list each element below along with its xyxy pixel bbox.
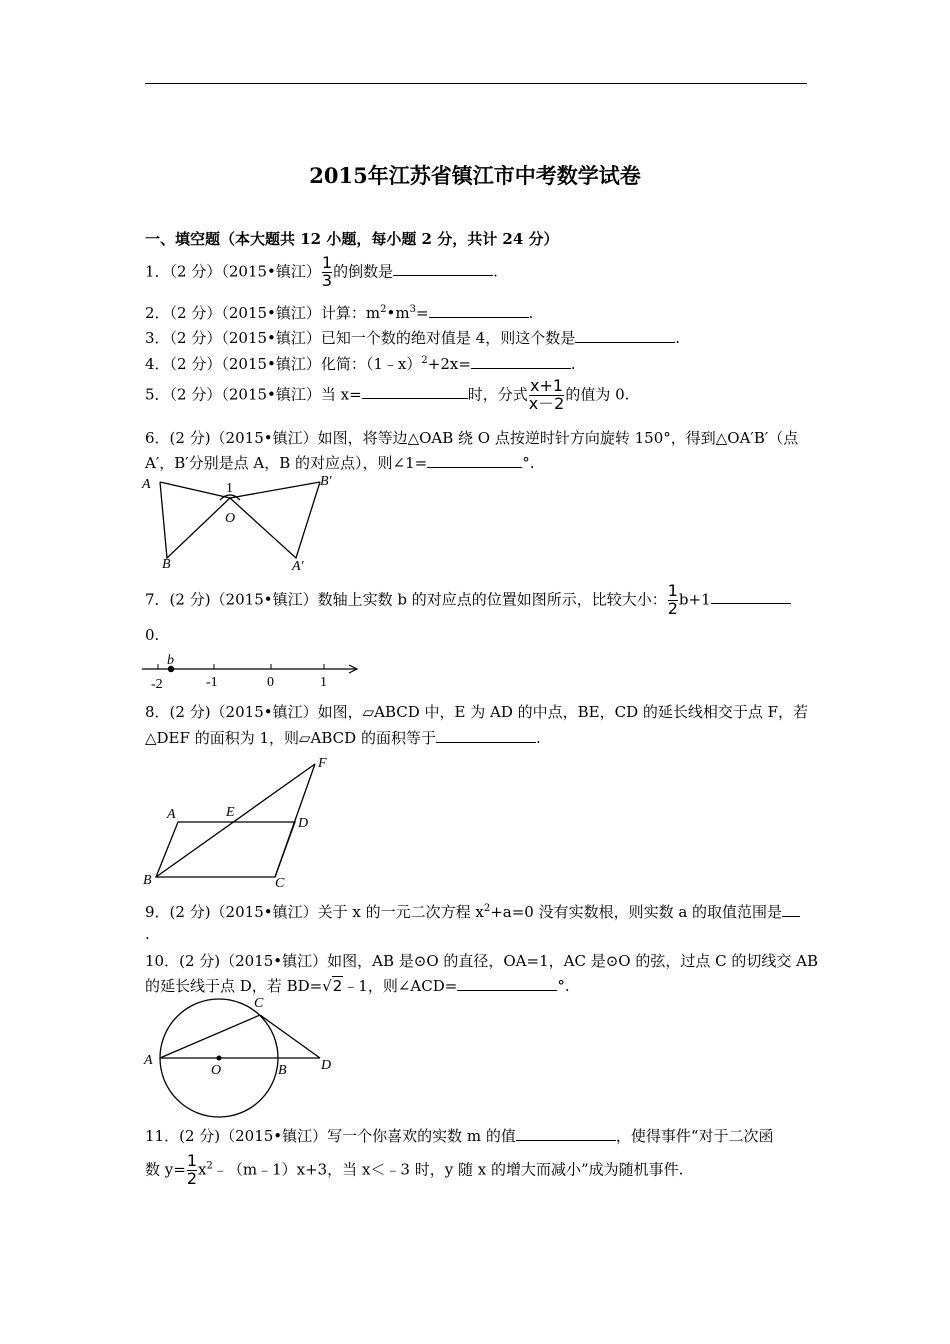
- label-F: F: [318, 756, 327, 771]
- question-11-line2: 数 y= $\frac{1}{2}$ $x^2﹣(m﹣1)x+3$，当 x＜﹣3 时，y 随 x 的增大而减小”成为随机事件.: [145, 1151, 684, 1188]
- label-B: B: [278, 1063, 287, 1078]
- label-O: O: [225, 511, 236, 526]
- fraction-one-half-11: $\frac{1}{2}$: [186, 1151, 197, 1188]
- line-BF: [156, 764, 315, 877]
- label-C: C: [275, 876, 285, 891]
- question-10-line2: 的延长线于点 D，若 BD=√2﹣1，则∠ACD= °.: [145, 977, 570, 995]
- answer-blank-9[interactable]: [782, 902, 800, 917]
- center-O: [217, 1056, 222, 1061]
- tick-label-minus-2: -2: [151, 677, 163, 692]
- answer-blank-6[interactable]: [427, 453, 522, 468]
- question-3: 3．（2 分）（2015•镇江）已知一个数的绝对值是 4，则这个数是 .: [145, 329, 680, 347]
- label-b: b: [167, 653, 174, 668]
- question-7-line2: 0.: [145, 626, 160, 644]
- label-angle-1: 1: [226, 481, 233, 496]
- label-C: C: [254, 996, 264, 1011]
- label-B-prime: B′: [320, 474, 332, 489]
- figure-6-triangles: [140, 470, 340, 575]
- answer-blank-2[interactable]: [429, 303, 529, 318]
- answer-blank-3[interactable]: [575, 328, 675, 343]
- tick-label-0: 0: [267, 675, 274, 690]
- label-A: A: [142, 477, 151, 492]
- fraction-one-third: $\frac{1}{3}$: [321, 253, 333, 290]
- question-9: 9．(2 分)（2015•镇江）关于 x 的一元二次方程 $x^2+a=0$ 没有实数根，则实数 a 的取值范围是: [145, 901, 800, 922]
- header-rule: [145, 83, 807, 84]
- figure-10-circle: [140, 992, 340, 1122]
- question-6-line2: A′，B′分别是点 A，B 的对应点），则∠1= °.: [145, 454, 535, 472]
- question-7: 7．(2 分)（2015•镇江）数轴上实数 b 的对应点的位置如图所示，比较大小： $\frac{1}{2}$ b+1: [145, 583, 791, 618]
- answer-blank-7[interactable]: [711, 589, 791, 604]
- fraction-one-half: $\frac{1}{2}$: [667, 581, 678, 618]
- answer-blank-10[interactable]: [457, 976, 557, 991]
- tangent-CD: [260, 1015, 320, 1058]
- question-9-line2: .: [145, 925, 150, 943]
- label-B: B: [143, 873, 152, 888]
- answer-blank-8[interactable]: [436, 728, 536, 743]
- fraction-expression: $\frac{x+1}{x-2}$: [528, 376, 565, 413]
- question-8-line2: △DEF 的面积为 1，则▱ABCD 的面积等于 .: [145, 729, 541, 747]
- sqrt-two: 2: [332, 977, 343, 995]
- question-4: 4．（2 分）（2015•镇江）化简：（1﹣x）$^2$+2x= .: [145, 355, 576, 373]
- label-A: A: [144, 1053, 153, 1068]
- label-A: A: [167, 807, 176, 822]
- figure-8-parallelogram: [140, 750, 340, 890]
- chord-AC: [160, 1015, 260, 1058]
- label-O: O: [211, 1063, 222, 1078]
- label-E: E: [226, 805, 235, 820]
- question-8-line1: 8．(2 分)（2015•镇江）如图，▱ABCD 中，E 为 AD 的中点，BE，CD 的延长线相交于点 F，若: [145, 703, 809, 721]
- question-10-line1: 10．(2 分)（2015•镇江）如图，AB 是⊙O 的直径，OA=1，AC 是⊙O 的弦，过点 C 的切线交 AB: [145, 952, 818, 970]
- answer-blank-5[interactable]: [362, 384, 468, 399]
- label-D: D: [298, 816, 309, 831]
- triangle-OAB: [160, 482, 230, 558]
- label-D: D: [321, 1058, 332, 1073]
- answer-blank-4[interactable]: [471, 354, 571, 369]
- figure-7-number-line: [140, 652, 365, 692]
- line-CF: [275, 764, 315, 877]
- question-6-line1: 6．(2 分)（2015•镇江）如图，将等边△OAB 绕 O 点按逆时针方向旋转 150°，得到△OA′B′（点: [145, 429, 799, 447]
- label-B: B: [162, 557, 171, 572]
- answer-blank-11[interactable]: [516, 1126, 616, 1141]
- question-11-line1: 11．(2 分)（2015•镇江）写一个你喜欢的实数 m 的值 ，使得事件“对于二次函: [145, 1127, 774, 1145]
- answer-blank-1[interactable]: [393, 261, 493, 276]
- question-1: 1．（2 分）（2015•镇江） $\frac{1}{3}$ 的倒数是 .: [145, 253, 498, 290]
- question-5: 5．（2 分）（2015•镇江）当 x= 时，分式 $\frac{x+1}{x-2}$ 的值为 0.: [145, 376, 630, 413]
- tick-label-minus-1: -1: [206, 675, 218, 690]
- triangle-OAprimeBprime: [230, 482, 320, 558]
- tick-label-1: 1: [320, 675, 327, 690]
- page-title: 2015年江苏省镇江市中考数学试卷: [309, 163, 641, 188]
- parallelogram-ABCD: [156, 822, 295, 877]
- label-A-prime: A′: [292, 559, 304, 574]
- section-heading: 一、填空题（本大题共 12 小题，每小题 2 分，共计 24 分）: [145, 230, 559, 248]
- question-2: 2．（2 分）（2015•镇江）计算：$m^2•m^3=$ .: [145, 304, 534, 322]
